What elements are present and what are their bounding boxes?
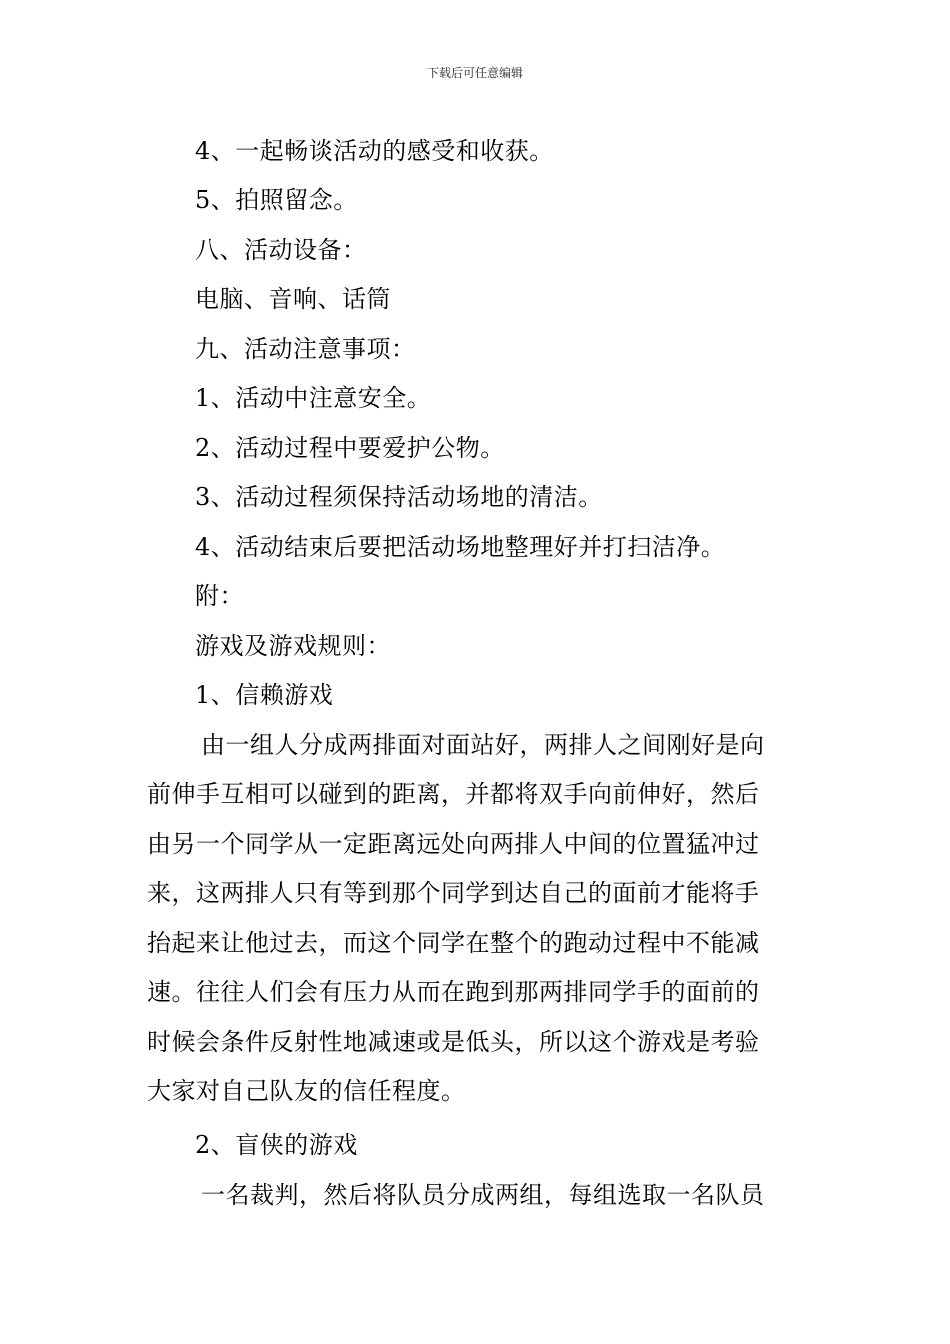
games-heading: 游戏及游戏规则：	[195, 632, 391, 660]
game-title-blind: 2、盲侠的游戏	[195, 1131, 358, 1159]
paragraph-line: 前伸手互相可以碰到的距离，并都将双手向前伸好，然后	[147, 780, 760, 808]
paragraph-line: 速。往往人们会有压力从而在跑到那两排同学手的面前的	[147, 978, 760, 1006]
paragraph-line: 来，这两排人只有等到那个同学到达自己的面前才能将手	[147, 879, 760, 907]
appendix-label: 附：	[195, 582, 244, 610]
note-item-cleanliness: 3、活动过程须保持活动场地的清洁。	[195, 483, 603, 511]
note-item-property: 2、活动过程中要爱护公物。	[195, 434, 505, 462]
note-item-safety: 1、活动中注意安全。	[195, 384, 432, 412]
note-item-cleanup: 4、活动结束后要把活动场地整理好并打扫洁净。	[195, 533, 726, 561]
section-heading-notes: 九、活动注意事项：	[195, 335, 416, 363]
list-item-share-feelings: 4、一起畅谈活动的感受和收获。	[195, 137, 554, 165]
list-item-photo: 5、拍照留念。	[195, 186, 358, 214]
equipment-list: 电脑、音响、话筒	[195, 285, 391, 313]
paragraph-line: 抬起来让他过去，而这个同学在整个的跑动过程中不能减	[147, 929, 760, 957]
game-title-trust: 1、信赖游戏	[195, 681, 334, 709]
paragraph-line: 大家对自己队友的信任程度。	[147, 1077, 466, 1105]
paragraph-line: 一名裁判，然后将队员分成两组，每组选取一名队员	[201, 1181, 765, 1209]
paragraph-line: 时候会条件反射性地减速或是低头，所以这个游戏是考验	[147, 1028, 760, 1056]
paragraph-line: 由一组人分成两排面对面站好，两排人之间刚好是向	[201, 731, 765, 759]
paragraph-line: 由另一个同学从一定距离远处向两排人中间的位置猛冲过	[147, 830, 760, 858]
section-heading-equipment: 八、活动设备：	[195, 236, 367, 264]
page-header: 下载后可任意编辑	[426, 66, 523, 80]
